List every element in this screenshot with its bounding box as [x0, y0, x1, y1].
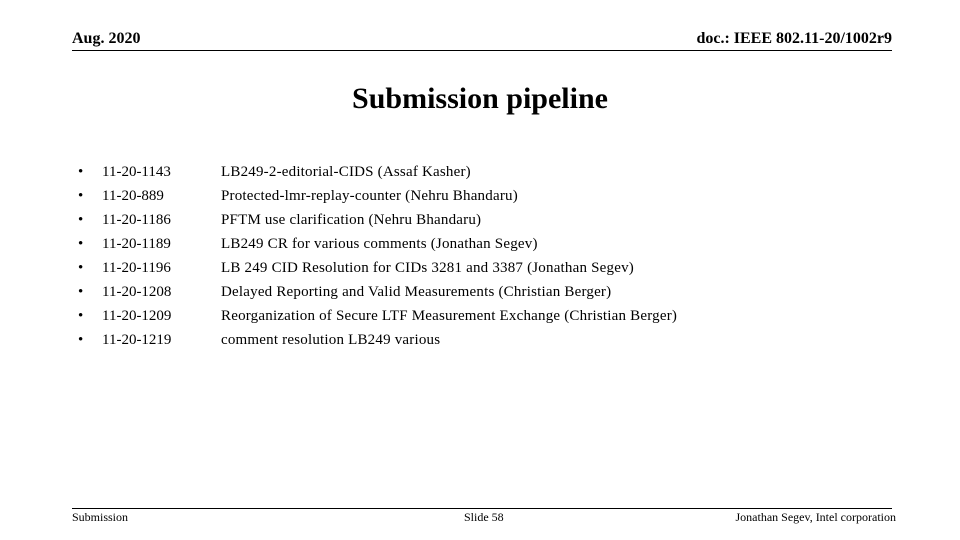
document-description: LB 249 CID Resolution for CIDs 3281 and 3387 (Jonathan Segev) [221, 260, 634, 276]
document-number: 11-20-1208 [102, 284, 172, 300]
bullet: • [78, 212, 84, 228]
footer-slide-number: Slide 58 [464, 510, 504, 524]
list-item [78, 328, 898, 352]
document-description: PFTM use clarification (Nehru Bhandaru) [221, 212, 482, 228]
bullet: • [78, 284, 84, 300]
bullet: • [78, 236, 84, 252]
slide-title: Submission pipeline [352, 82, 608, 115]
document-description: LB249-2-editorial-CIDS (Assaf Kasher) [221, 164, 471, 180]
document-number: 11-20-1186 [102, 212, 171, 228]
list-item [78, 232, 898, 256]
document-number: 11-20-1209 [102, 308, 172, 324]
document-description: LB249 CR for various comments (Jonathan Segev) [221, 236, 538, 252]
submission-list [78, 160, 898, 352]
list-item [78, 256, 898, 280]
document-number: 11-20-1219 [102, 332, 172, 348]
header-date: Aug. 2020 [72, 30, 141, 47]
list-item [78, 160, 898, 184]
bullet: • [78, 332, 84, 348]
document-description: Protected-lmr-replay-counter (Nehru Bhandaru) [221, 188, 518, 204]
list-item [78, 280, 898, 304]
document-number: 11-20-1196 [102, 260, 171, 276]
bullet: • [78, 260, 84, 276]
list-item [78, 208, 898, 232]
list-item [78, 184, 898, 208]
document-description: Delayed Reporting and Valid Measurements (Christian Berger) [221, 284, 612, 300]
bullet: • [78, 308, 84, 324]
footer-author: Jonathan Segev, Intel corporation [735, 510, 896, 524]
document-description: comment resolution LB249 various [221, 332, 441, 348]
header-divider [72, 50, 892, 51]
bullet: • [78, 188, 84, 204]
footer-submission-label: Submission [72, 510, 129, 524]
document-number: 11-20-889 [102, 188, 164, 204]
document-description: Reorganization of Secure LTF Measurement Exchange (Christian Berger) [221, 308, 678, 324]
bullet: • [78, 164, 84, 180]
list-item [78, 304, 898, 328]
footer-divider [72, 508, 892, 509]
header-doc-id: doc.: IEEE 802.11-20/1002r9 [696, 30, 892, 47]
document-number: 11-20-1143 [102, 164, 171, 180]
document-number: 11-20-1189 [102, 236, 171, 252]
